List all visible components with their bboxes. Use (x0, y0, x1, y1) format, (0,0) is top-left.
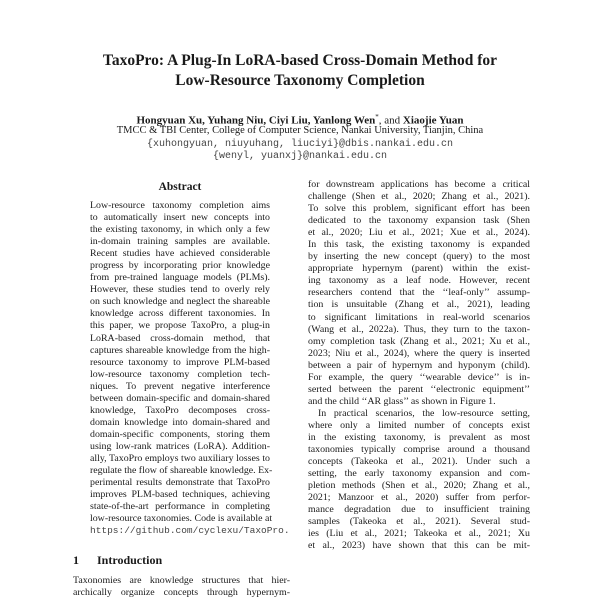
text-line: domain knowledge into domain-shared and (90, 416, 270, 428)
paper-title (0, 51, 600, 91)
text-line: taxonomies typically comprise around a thousand (308, 444, 530, 456)
text-line: regulate the flow of shareable knowledge. Ex- (90, 465, 273, 477)
text-line: ally, TaxoPro employs two auxiliary losses to (90, 452, 270, 464)
text-line: samples (Takeoka et al., 2021). Several stud- (308, 516, 530, 528)
text-line: in-domain training samples are available. (90, 236, 270, 248)
text-line: mance degradation due to insufficient training (308, 504, 530, 516)
text-line: niques. To prevent negative interference (90, 380, 270, 392)
text-line: et al., 2023) have shown that this can be mit- (308, 540, 530, 552)
text-line: low-resource taxonomy completion tech- (90, 368, 270, 380)
text-line: between domain-specific and domain-shared (90, 392, 270, 404)
affiliation: TMCC & TBI Center, College of Computer Science, Nankai University, Tianjin, China (116, 125, 484, 136)
author-names: Hongyuan Xu, Yuhang Niu, Ciyi Liu, Yanlong Wen (136, 114, 376, 127)
text-line: LoRA-based cross-domain method, that (90, 332, 270, 344)
text-line: 2021; Manzoor et al., 2020) suffer from perfor- (308, 492, 530, 504)
introduction-body (73, 575, 290, 599)
text-line: where only a limited number of concepts exist (308, 419, 530, 431)
text-line: perimental results demonstrate that TaxoPro (90, 477, 270, 489)
text-line: However, these studies tend to overly rely (90, 284, 270, 296)
text-line: 2023; Niu et al., 2024), where the query is inserted (308, 347, 530, 359)
author-last: Xiaojie Yuan (402, 114, 464, 127)
text-line: to significant limitations in real-world scenarios (308, 311, 530, 323)
code-link[interactable]: https://github.com/cyclexu/TaxoPro. (90, 525, 290, 537)
text-line: knowledge across different taxonomies. In (90, 308, 270, 320)
text-line: pletion methods (Shen et al., 2020; Zhang et al., (308, 480, 530, 492)
title-line: Low-Resource Taxonomy Completion (175, 72, 425, 89)
text-line: progress by incorporating prior knowledge (90, 260, 270, 272)
text-line: this paper, we propose TaxoPro, a plug-in (90, 320, 270, 332)
text-line: improves PLM-based techniques, achieving (90, 489, 270, 501)
text-line: In practical scenarios, the low-resource setting, (318, 407, 530, 419)
author-and: , and (378, 114, 401, 127)
text-line: Low-resource taxonomy completion aims (90, 200, 270, 211)
right-column-body (308, 179, 530, 552)
section-number: 1 (73, 553, 79, 567)
text-line: on such knowledge and neglect the shareable (90, 296, 270, 308)
email-line: {wenyl, yuanxj}@nankai.edu.cn (212, 151, 388, 162)
text-line: In this task, the existing taxonomy is expanded (308, 239, 530, 251)
text-line: in the existing taxonomy, is prevalent as most (308, 431, 530, 443)
text-line: tion is unsuitable (Zhang et al., 2021), leading (308, 299, 530, 311)
text-line: To solve this problem, significant effort has been (308, 203, 530, 215)
abstract-heading: Abstract (158, 181, 202, 193)
text-line: captures shareable knowledge from the high- (90, 344, 270, 356)
text-line: omy completion task (Zhang et al., 2021; Xu et al., (308, 335, 530, 347)
text-line: and the child ‘‘AR glass’’ as shown in Figure 1. (308, 395, 496, 407)
text-line: by inserting the new concept (query) to the most (308, 251, 530, 263)
text-line: ies (Liu et al., 2021; Takeoka et al., 2021; Xu (308, 528, 530, 540)
text-line: domain-specific components, storing them (90, 428, 270, 440)
text-line: serted between the parent ‘‘electronic equipment’’ (308, 383, 530, 395)
corresponding-mark: * (375, 113, 379, 121)
text-line: Taxonomies are knowledge structures that hier- (73, 575, 290, 586)
text-line: knowledge, TaxoPro decomposes cross- (90, 404, 270, 416)
text-line: between a pair of hypernym and hyponym (child). (308, 359, 530, 371)
text-line: from pre-trained language models (PLMs). (90, 272, 270, 284)
text-line: for downstream applications has become a critical (308, 179, 530, 190)
text-line: For example, the query ‘‘wearable device’’ is in- (308, 371, 530, 383)
text-line: state-of-the-art performance in completing (90, 501, 270, 513)
section-heading-introduction (73, 553, 162, 568)
abstract-body (90, 200, 290, 537)
email-line: {xuhongyuan, niuyuhang, liuciyi}@dbis.nankai.edu.cn (146, 139, 454, 150)
text-line: setting, the early taxonomy expansion and com- (308, 468, 530, 480)
text-line: low-resource taxonomies. Code is available at (90, 513, 273, 525)
text-line: appropriate hypernym (parent) within the exist- (308, 263, 530, 275)
title-line: TaxoPro: A Plug-In LoRA-based Cross-Domain Method for (102, 52, 498, 69)
text-line: challenge (Shen et al., 2020; Zhang et al., 2021). (308, 191, 530, 203)
text-line: ing taxonomy as a leaf node. However, recent (308, 275, 530, 287)
text-line: to automatically insert new concepts into (90, 212, 270, 224)
text-line: Recent studies have achieved considerable (90, 248, 270, 260)
text-line: concepts (Takeoka et al., 2021). Under such a (308, 456, 530, 468)
text-line: researchers contend that the ‘‘leaf-only’’ assump- (308, 287, 530, 299)
text-line: et al., 2020; Liu et al., 2021; Xue et al., 2024). (308, 227, 530, 239)
text-line: (Wang et al., 2022a). Thus, they turn to the taxon- (308, 323, 530, 335)
text-line: resource taxonomy to improve PLM-based (90, 356, 270, 368)
text-line: using low-rank matrices (LoRA). Addition- (90, 440, 270, 452)
section-title: Introduction (97, 553, 163, 567)
text-line: the existing taxonomy, in which only a few (90, 224, 270, 236)
text-line: archically organize concepts through hypernym- (73, 587, 290, 599)
text-line: dedicated to the taxonomy expansion task (Shen (308, 215, 530, 227)
